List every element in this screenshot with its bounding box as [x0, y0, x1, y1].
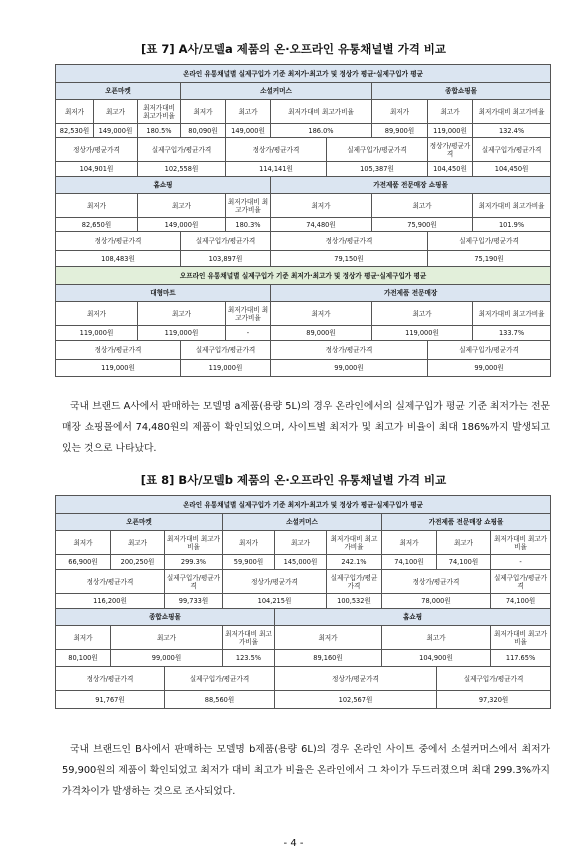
t7-store-min: 89,000원	[271, 326, 372, 341]
t7-general-max: 119,000원	[428, 124, 473, 138]
t7-col-min: 최저가	[271, 302, 372, 326]
t7-col-max: 최고가	[94, 100, 138, 124]
t7-col-max: 최고가	[372, 302, 473, 326]
t7-col-real: 실제구입가/평균가격	[327, 138, 428, 162]
t7-home-reg: 108,483원	[56, 251, 181, 267]
t7-col-reg: 정상가/평균가격	[271, 232, 428, 251]
t7-general-mall-name: 종합쇼핑몰	[372, 83, 551, 100]
table8	[55, 495, 551, 709]
t7-store-max: 119,000원	[372, 326, 473, 341]
t7-appliance-mall-name: 가전제품 전문매장 쇼핑몰	[271, 177, 551, 194]
t7-col-ratio: 최저가대비 최고가비율	[138, 100, 181, 124]
t7-col-max: 최고가	[428, 100, 473, 124]
t8-col-min: 최저가	[223, 531, 275, 555]
table7-title: [표 7] A사/모델a 제품의 온·오프라인 유통채널별 가격 비교	[140, 42, 447, 56]
t7-open-reg: 104,901원	[56, 162, 138, 177]
paragraph-1: 국내 브랜드 A사에서 판매하는 모델명 a제품(용량 5L)의 경우 온라인에서의 실제구입가 평균 기준 최저가는 전문매장 쇼핑몰에서 74,480원의 제품이 확인되었으며, 사이트별 최저가 및 최고가 비율이 최대 186%까지 발생되고 있는 것으로 나타났다.	[62, 401, 550, 454]
t7-col-min: 최저가	[372, 100, 428, 124]
t7-social-name: 소셜커머스	[181, 83, 372, 100]
t8-appmall-min: 74,100원	[382, 555, 437, 570]
t8-col-real: 실제구입가/평균가격	[437, 667, 551, 691]
t7-general-real: 104,450원	[473, 162, 551, 177]
t7-appmall-real: 75,190원	[428, 251, 551, 267]
t7-general-ratio: 132.4%	[473, 124, 551, 138]
t8-open-real: 99,733원	[165, 594, 223, 609]
t7-col-min: 최저가	[271, 194, 372, 218]
t7-col-reg: 정상가/평균가격	[56, 138, 138, 162]
t7-appmall-ratio: 101.9%	[473, 218, 551, 232]
t7-open-real: 102,558원	[138, 162, 226, 177]
t8-col-max: 최고가	[382, 626, 491, 650]
t8-home-shopping-name: 홈쇼핑	[275, 609, 551, 626]
t8-social-max: 145,000원	[275, 555, 327, 570]
t7-home-min: 82,650원	[56, 218, 138, 232]
t8-general-mall-name: 종합쇼핑몰	[56, 609, 275, 626]
t7-store-reg: 99,000원	[271, 360, 428, 377]
t7-col-reg: 정상가/평균가격	[56, 341, 181, 360]
t8-col-ratio: 최저가대비 최고가비율	[491, 626, 551, 650]
t7-open-market-name: 오픈마켓	[56, 83, 181, 100]
t7-col-ratio: 최저가대비 최고가비율	[473, 100, 551, 124]
t8-col-ratio: 최저가대비 최고가비율	[491, 531, 551, 555]
t7-col-min: 최저가	[56, 100, 94, 124]
t7-col-min: 최저가	[181, 100, 226, 124]
t7-store-real: 99,000원	[428, 360, 551, 377]
t8-social-real: 100,532원	[327, 594, 382, 609]
t8-home-min: 89,160원	[275, 650, 382, 667]
t7-col-reg: 정상가/평균가격	[428, 138, 473, 162]
t7-general-min: 89,900원	[372, 124, 428, 138]
t7-mart-reg: 119,000원	[56, 360, 181, 377]
t8-social-reg: 104,215원	[223, 594, 327, 609]
t7-col-real: 실제구입가/평균가격	[428, 232, 551, 251]
t8-col-max: 최고가	[111, 531, 165, 555]
t8-social-name: 소셜커머스	[223, 514, 382, 531]
t7-appmall-max: 75,900원	[372, 218, 473, 232]
t8-home-max: 104,900원	[382, 650, 491, 667]
t7-mart-max: 119,000원	[138, 326, 226, 341]
t8-open-max: 200,250원	[111, 555, 165, 570]
t8-appmall-ratio: -	[491, 555, 551, 570]
t8-col-min: 최저가	[382, 531, 437, 555]
table8-title: [표 8] B사/모델b 제품의 온·오프라인 유통채널별 가격 비교	[140, 473, 447, 487]
t8-open-min: 66,900원	[56, 555, 111, 570]
t7-col-min: 최저가	[56, 194, 138, 218]
t7-col-min: 최저가	[56, 302, 138, 326]
t7-mart-name: 대형마트	[56, 285, 271, 302]
t7-mart-real: 119,000원	[181, 360, 271, 377]
t8-appmall-reg: 78,000원	[382, 594, 491, 609]
t8-social-min: 59,900원	[223, 555, 275, 570]
t8-col-max: 최고가	[275, 531, 327, 555]
t7-col-ratio: 최저가대비 최고가비율	[473, 194, 551, 218]
t7-store-ratio: 133.7%	[473, 326, 551, 341]
t8-col-reg: 정상가/평균가격	[56, 667, 165, 691]
t8-col-min: 최저가	[56, 531, 111, 555]
t8-col-ratio: 최저가대비 최고가비율	[223, 626, 275, 650]
t8-col-reg: 정상가/평균가격	[382, 570, 491, 594]
t8-col-ratio: 최저가대비 최고가비율	[327, 531, 382, 555]
t8-col-min: 최저가	[275, 626, 382, 650]
t7-col-ratio: 최저가대비 최고가비율	[271, 100, 372, 124]
t8-col-real: 실제구입가/평균가격	[327, 570, 382, 594]
t7-social-max: 149,000원	[226, 124, 271, 138]
t7-social-real: 105,387원	[327, 162, 428, 177]
t8-col-reg: 정상가/평균가격	[223, 570, 327, 594]
t8-general-max: 99,000원	[111, 650, 223, 667]
t8-col-ratio: 최저가대비 최고가비율	[165, 531, 223, 555]
t7-appliance-store-name: 가전제품 전문매장	[271, 285, 551, 302]
t7-home-ratio: 180.3%	[226, 218, 271, 232]
t8-appmall-real: 74,100원	[491, 594, 551, 609]
t7-open-min: 82,530원	[56, 124, 94, 138]
t7-col-reg: 정상가/평균가격	[56, 232, 181, 251]
t7-social-min: 80,090원	[181, 124, 226, 138]
t8-general-real: 88,560원	[165, 691, 275, 709]
t7-open-ratio: 180.5%	[138, 124, 181, 138]
t7-appmall-reg: 79,150원	[271, 251, 428, 267]
t8-general-ratio: 123.5%	[223, 650, 275, 667]
t7-col-real: 실제구입가/평균가격	[428, 341, 551, 360]
t7-col-ratio: 최저가대비 최고가비율	[473, 302, 551, 326]
t7-col-ratio: 최저가대비 최고가비율	[226, 194, 271, 218]
paragraph-2: 국내 브랜드인 B사에서 판매하는 모델명 b제품(용량 6L)의 경우 온라인 사이트 중에서 소셜커머스에서 최저가 59,900원의 제품이 확인되었고 최저가 대비 최고가 비율은 온라인에서 그 차이가 두드러졌으며 최대 299.3%까지 가격차이가 발생하는 것으로 조사되었다.	[62, 744, 550, 797]
t7-col-reg: 정상가/평균가격	[226, 138, 327, 162]
t8-home-real: 97,320원	[437, 691, 551, 709]
t7-home-shopping-name: 홈쇼핑	[56, 177, 271, 194]
t7-col-reg: 정상가/평균가격	[271, 341, 428, 360]
t8-open-market-name: 오픈마켓	[56, 514, 223, 531]
t8-home-reg: 102,567원	[275, 691, 437, 709]
table7-offline-header: 오프라인 유통채널별 실제구입가 기준 최저가·최고가 및 정상가 평균·실제구입가 평균	[56, 267, 551, 285]
table8-online-header: 온라인 유통채널별 실제구입가 기준 최저가·최고가 및 정상가 평균·실제구입가 평균	[56, 496, 551, 514]
t8-general-reg: 91,767원	[56, 691, 165, 709]
t7-col-real: 실제구입가/평균가격	[181, 341, 271, 360]
t8-col-real: 실제구입가/평균가격	[165, 570, 223, 594]
t7-mart-ratio: -	[226, 326, 271, 341]
t7-social-ratio: 186.0%	[271, 124, 372, 138]
t8-col-reg: 정상가/평균가격	[275, 667, 437, 691]
t7-col-max: 최고가	[138, 194, 226, 218]
t8-open-reg: 116,200원	[56, 594, 165, 609]
t7-col-max: 최고가	[226, 100, 271, 124]
t7-col-real: 실제구입가/평균가격	[181, 232, 271, 251]
t7-home-max: 149,000원	[138, 218, 226, 232]
t7-col-max: 최고가	[372, 194, 473, 218]
page-number: - 4 -	[283, 838, 304, 849]
table7-online-header: 온라인 유통채널별 실제구입가 기준 최저가·최고가 및 정상가 평균·실제구입가 평균	[56, 65, 551, 83]
t8-col-reg: 정상가/평균가격	[56, 570, 165, 594]
t7-general-reg: 104,450원	[428, 162, 473, 177]
t7-home-real: 103,897원	[181, 251, 271, 267]
t7-col-real: 실제구입가/평균가격	[138, 138, 226, 162]
t8-col-max: 최고가	[437, 531, 491, 555]
t8-appliance-mall-name: 가전제품 전문매장 쇼핑몰	[382, 514, 551, 531]
t7-appmall-min: 74,480원	[271, 218, 372, 232]
t8-general-min: 80,100원	[56, 650, 111, 667]
t8-col-max: 최고가	[111, 626, 223, 650]
t7-mart-min: 119,000원	[56, 326, 138, 341]
t8-col-real: 실제구입가/평균가격	[491, 570, 551, 594]
t8-appmall-max: 74,100원	[437, 555, 491, 570]
t7-col-real: 실제구입가/평균가격	[473, 138, 551, 162]
t8-home-ratio: 117.65%	[491, 650, 551, 667]
t8-col-min: 최저가	[56, 626, 111, 650]
t7-social-reg: 114,141원	[226, 162, 327, 177]
table7	[55, 64, 551, 377]
t8-social-ratio: 242.1%	[327, 555, 382, 570]
t7-col-max: 최고가	[138, 302, 226, 326]
t7-col-ratio: 최저가대비 최고가비율	[226, 302, 271, 326]
t8-col-real: 실제구입가/평균가격	[165, 667, 275, 691]
t7-open-max: 149,000원	[94, 124, 138, 138]
t8-open-ratio: 299.3%	[165, 555, 223, 570]
